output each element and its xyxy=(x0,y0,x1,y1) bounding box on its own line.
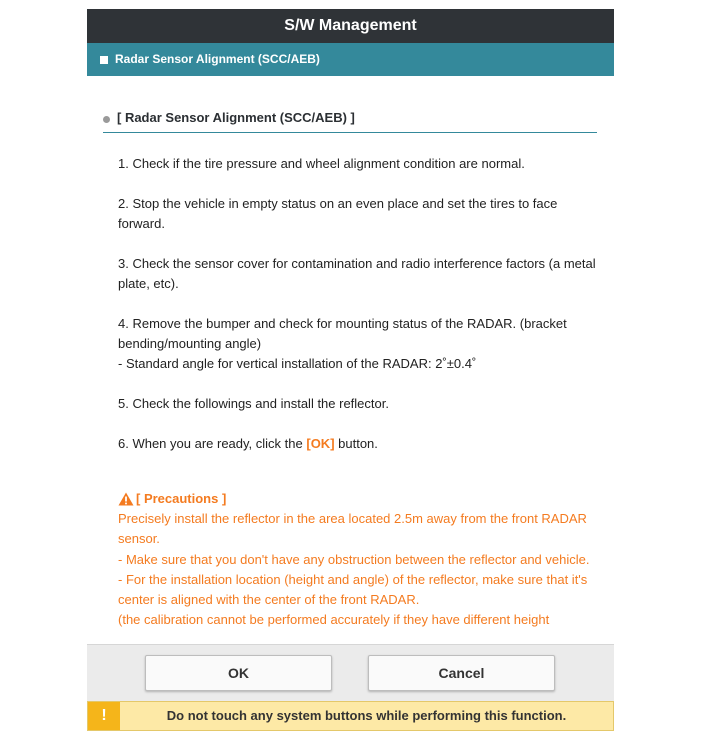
step-5: 5. Check the followings and install the reflector. xyxy=(118,396,389,411)
precaution-2: - Make sure that you don't have any obstruction between the reflector and vehicle. xyxy=(118,551,590,567)
section-header xyxy=(103,110,597,133)
precaution-3: - For the installation location (height and angle) of the reflector, make sure that it's center is aligned with the center of the front RADAR. xyxy=(118,571,588,608)
notice-message: Do not touch any system buttons while performing this function. xyxy=(166,708,567,723)
step-4-standard-angle: - Standard angle for vertical installation of the RADAR: 2˚±0.4˚ xyxy=(118,356,477,371)
step-6 xyxy=(118,434,598,454)
steps-list xyxy=(118,154,598,474)
warning-notice-bar xyxy=(87,701,614,731)
step-6-suffix: button. xyxy=(334,436,378,451)
warning-triangle-icon xyxy=(118,492,134,506)
subheader-bar xyxy=(87,43,614,76)
precaution-1: Precisely install the reflector in the area located 2.5m away from the front RADAR sensor. xyxy=(118,511,587,547)
window-title: S/W Management xyxy=(87,9,614,43)
ok-button[interactable]: OK xyxy=(145,655,332,691)
cancel-button[interactable]: Cancel xyxy=(368,655,555,691)
step-2: 2. Stop the vehicle in empty status on an even place and set the tires to face forward. xyxy=(118,196,558,231)
sw-management-dialog xyxy=(87,9,614,731)
subheader-title: Radar Sensor Alignment (SCC/AEB) xyxy=(115,52,320,66)
precaution-4: (the calibration cannot be performed accurately if they have different height xyxy=(118,612,550,628)
section-title: [ Radar Sensor Alignment (SCC/AEB) ] xyxy=(117,110,355,125)
step-4-text: 4. Remove the bumper and check for mounting status of the RADAR. (bracket bending/mounting angle) xyxy=(118,316,567,351)
precautions-header xyxy=(118,489,598,509)
step-6-ok-highlight: [OK] xyxy=(306,436,335,451)
circle-bullet-icon xyxy=(103,116,110,123)
precautions-block xyxy=(118,489,598,630)
step-1: 1. Check if the tire pressure and wheel alignment condition are normal. xyxy=(118,156,525,171)
precautions-title: [ Precautions ] xyxy=(136,491,227,506)
step-6-prefix: 6. When you are ready, click the xyxy=(118,436,307,451)
step-4 xyxy=(118,314,598,374)
exclamation-icon: ! xyxy=(88,702,120,730)
step-3: 3. Check the sensor cover for contamination and radio interference factors (a metal plate, etc). xyxy=(118,256,596,291)
square-bullet-icon xyxy=(100,56,108,64)
button-row xyxy=(87,644,614,702)
instructions-scroll-area[interactable] xyxy=(87,76,614,652)
